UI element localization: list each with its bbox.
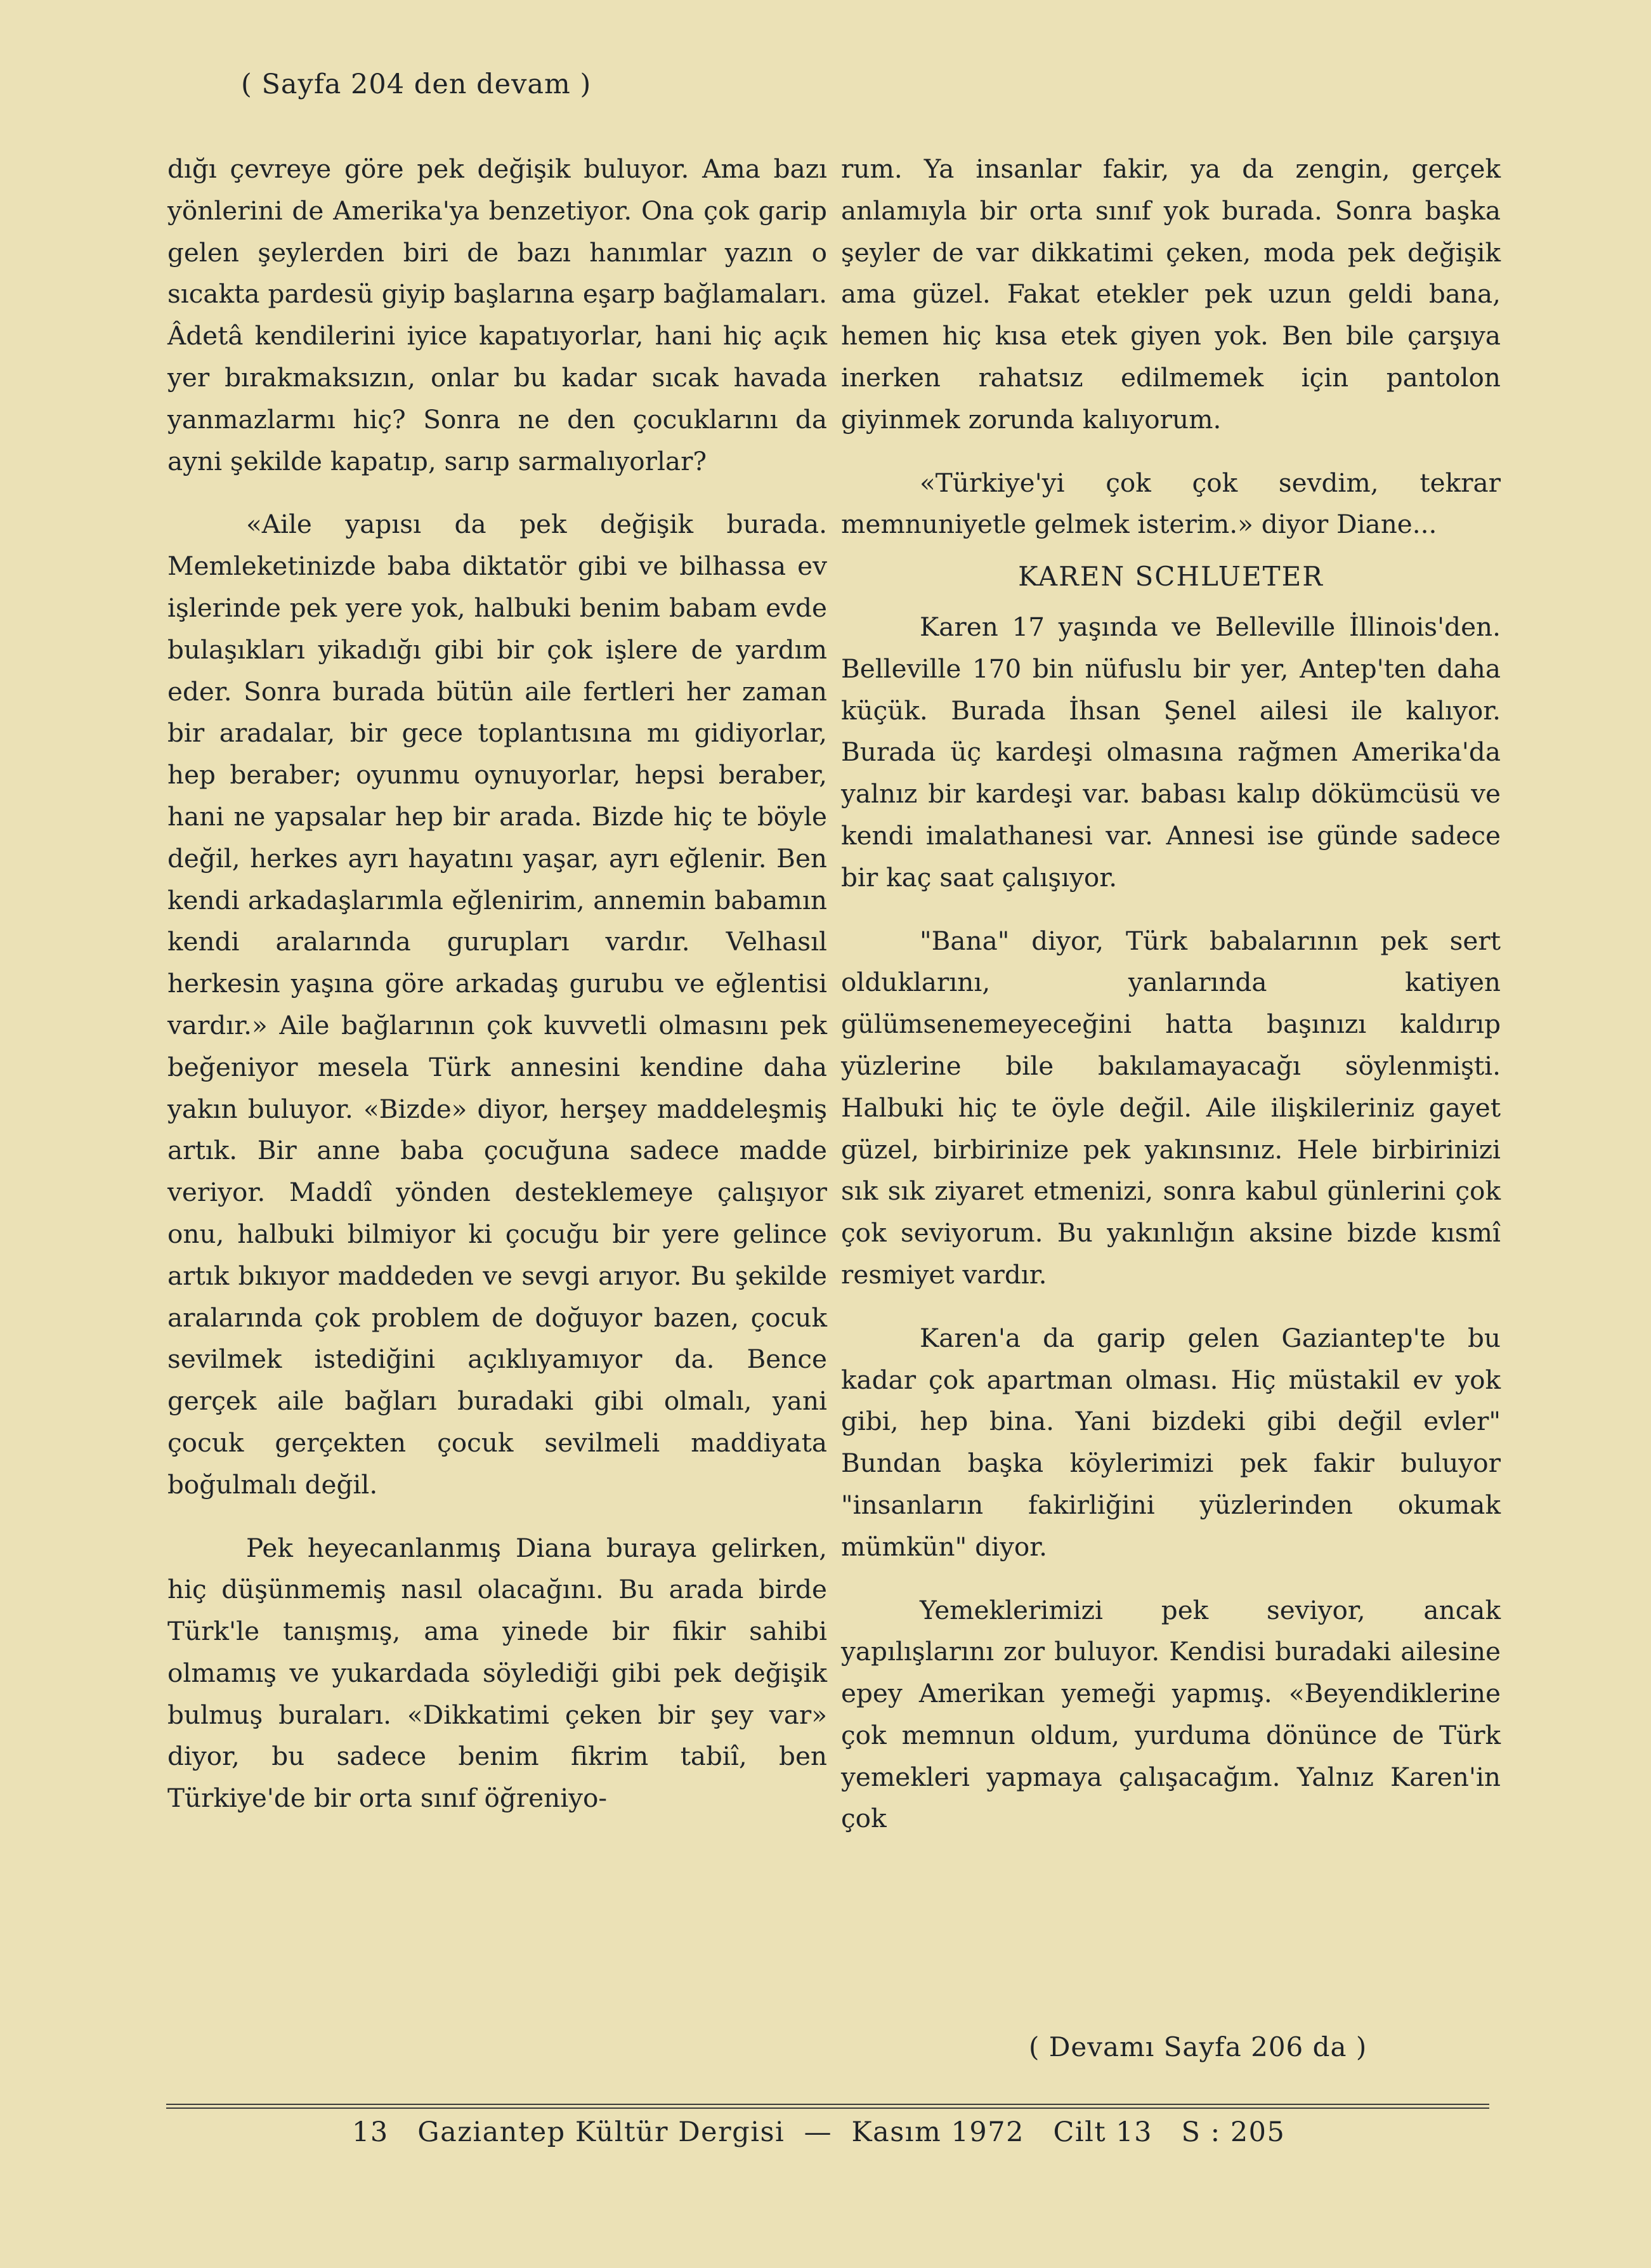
left-paragraph-3: Pek heyecanlanmış Diana buraya gelirken, hiç düşünmemiş nasıl olacağını. Bu arada birde Türk'le tanışmış, ama yinede bir fikir sahibi olmamış ve yukardada söylediği gibi pek değişik bulmuş buraları. «Dikkatimi çeken bir şey var» diyor, bu sadece benim fikrim tabiî, ben Türkiye'de bir orta sınıf öğreniyo- bbox=[167, 1532, 827, 1814]
footer-journal: Gaziantep Kültür Dergisi bbox=[417, 2116, 785, 2148]
right-column bbox=[841, 148, 1501, 1840]
footer-dash: — bbox=[804, 2116, 833, 2148]
right-paragraph-2: «Türkiye'yi çok çok sevdim, tekrar memnuniyetle gelmek isterim.» diyor Diane... bbox=[841, 467, 1501, 540]
right-paragraph-6: Yemeklerimizi pek seviyor, ancak yapılışlarını zor buluyor. Kendisi buradaki ailesine epey Amerikan yemeği yapmış. «Beyendiklerine çok memnun oldum, yurduma dönünce de Türk yemekleri yapmaya çalışacağım. Yalnız Karen'in çok bbox=[841, 1594, 1501, 1834]
footer-rule bbox=[166, 2104, 1489, 2105]
continued-on-note: ( Devamı Sayfa 206 da ) bbox=[1029, 2031, 1367, 2062]
footer-rule bbox=[166, 2107, 1489, 2109]
page-footer bbox=[352, 2116, 1285, 2148]
right-paragraph-3: Karen 17 yaşında ve Belleville İllinois'den. Belleville 170 bin nüfuslu bir yer, Antep'ten daha küçük. Burada İhsan Şenel ailesi ile kalıyor. Burada üç kardeşi olmasına rağmen Amerika'da yalnız bir kardeşi var. babası kalıp dökümcüsü ve kendi imalathanesi var. Annesi ise günde sadece bir kaç saat çalışıyor. bbox=[841, 611, 1501, 893]
footer-page: S : 205 bbox=[1181, 2116, 1286, 2148]
right-paragraph-4: "Bana" diyor, Türk babalarının pek sert olduklarını, yanlarında katiyen gülümsenemeyeceğini hatta başınızı kaldırıp yüzlerine bile bakılamayacağı söylenmişti. Halbuki hiç te öyle değil. Aile ilişkileriniz gayet güzel, birbirinize pek yakınsınız. Hele birbirinizi sık sık ziyaret etmenizi, sonra kabul günlerini çok çok seviyorum. Bu yakınlığın aksine bizde kısmî resmiyet vardır. bbox=[841, 925, 1501, 1290]
continued-from-note: ( Sayfa 204 den devam ) bbox=[241, 69, 592, 100]
footer-issue: 13 bbox=[352, 2116, 389, 2148]
left-column bbox=[167, 148, 827, 1819]
right-paragraph-1: rum. Ya insanlar fakir, ya da zengin, gerçek anlamıyla bir orta sınıf yok burada. Sonra başka şeyler de var dikkatimi çeken, moda pek değişik ama güzel. Fakat etekler pek uzun geldi bana, hemen hiç kısa etek giyen yok. Ben bile çarşıya inerken rahatsız edilmemek için pantolon giyinmek zorunda kalıyorum. bbox=[841, 154, 1501, 435]
left-paragraph-1: dığı çevreye göre pek değişik buluyor. Ama bazı yönlerini de Amerika'ya benzetiyor. Ona çok garip gelen şeylerden biri de bazı hanımlar yazın o sıcakta pardesü giyip başlarına eşarp bağlamaları. Âdetâ kendilerini iyice kapatıyorlar, hani hiç açık yer bırakmaksızın, onlar bu kadar sıcak havada yanmazlarmı hiç? Sonra ne den çocuklarını da ayni şekilde kapatıp, sarıp sarmalıyorlar? bbox=[167, 154, 827, 476]
footer-date: Kasım 1972 bbox=[851, 2116, 1024, 2148]
section-heading-karen: KAREN SCHLUETER bbox=[1018, 561, 1324, 593]
right-paragraph-5: Karen'a da garip gelen Gaziantep'te bu kadar çok apartman olması. Hiç müstakil ev yok gibi, hep bina. Yani bizdeki gibi değil evler" Bundan başka köylerimizi pek fakir buluyor "insanların fakirliğini yüzlerinden okumak mümkün" diyor. bbox=[841, 1322, 1501, 1562]
left-paragraph-2: «Aile yapısı da pek değişik burada. Memleketinizde baba diktatör gibi ve bilhassa ev işlerinde pek yere yok, halbuki benim babam evde bulaşıkları yikadığı gibi bir çok işlere de yardım eder. Sonra burada bütün aile fertleri her zaman bir aradalar, bir gece toplantısına mı gidiyorlar, hep beraber; oyunmu oynuyorlar, hepsi beraber, hani ne yapsalar hep bir arada. Bizde hiç te böyle değil, herkes ayrı hayatını yaşar, ayrı eğlenir. Ben kendi arkadaşlarımla eğlenirim, annemin babamın kendi aralarında gurupları vardır. Velhasıl herkesin yaşına göre arkadaş gurubu ve eğlentisi vardır.» Aile bağlarının çok kuvvetli olmasını pek beğeniyor mesela Türk annesini kendine daha yakın buluyor. «Bizde» diyor, herşey maddeleşmiş artık. Bir anne baba çocuğuna sadece madde veriyor. Maddî yönden desteklemeye çalışıyor onu, halbuki bilmiyor ki çocuğu bir yere gelince artık bıkıyor maddeden ve sevgi arıyor. Bu şekilde aralarında çok problem de doğuyor bazen, çocuk sevilmek istediğini açıklıyamıyor da. Bence gerçek aile bağları buradaki gibi olmalı, yani çocuk gerçekten çocuk sevilmeli maddiyata boğulmalı değil. bbox=[167, 509, 827, 1500]
footer-volume: Cilt 13 bbox=[1053, 2116, 1153, 2148]
